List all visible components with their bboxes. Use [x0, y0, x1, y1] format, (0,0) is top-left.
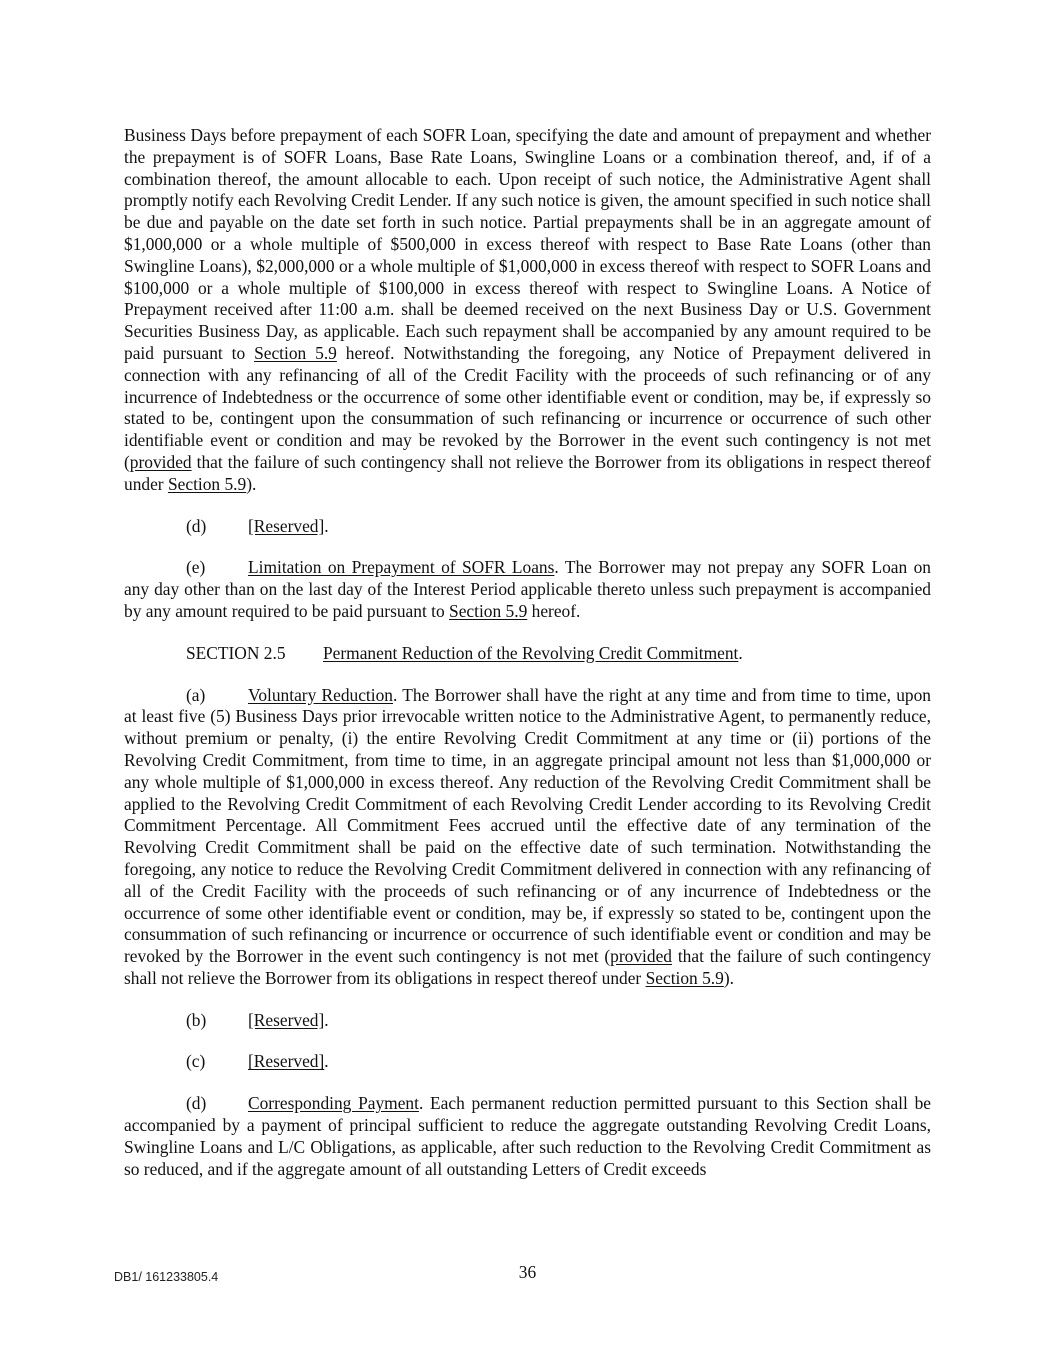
document-id: DB1/ 161233805.4	[114, 1270, 219, 1284]
item-label: (a)	[186, 684, 206, 705]
text: hereof.	[527, 600, 581, 621]
item-d-reserved	[124, 516, 931, 538]
text: ).	[723, 967, 734, 988]
item-heading: Corresponding Payment	[248, 1093, 419, 1114]
page-body	[124, 125, 931, 1180]
text: that the failure of such contingency shall not relieve the Borrower from its obligations in respect thereof under	[124, 451, 931, 494]
section-title: Permanent Reduction of the Revolving Credit Commitment	[323, 642, 739, 663]
text: . The Borrower may not prepay any SOFR Loan on any day other than on the last day of the Interest Period applicable thereto unless such prepayment is accompanied by any amount required to be paid pursuant to	[124, 557, 931, 621]
item-label: (b)	[186, 1009, 207, 1030]
item-heading: [Reserved]	[248, 1009, 325, 1030]
text: .	[738, 642, 743, 663]
text: hereof. Notwithstanding the foregoing, any Notice of Prepayment delivered in connection with any refinancing of all of the Credit Facility with the proceeds of such refinancing or of any incurrence of Indebtedness or the occurrence of some other identifiable event or condition, may be, if expressly so stated to be, contingent upon the consummation of such refinancing or incurrence or occurrence of such other identifiable event or condition and may be revoked by the Borrower in the event such contingency is not met (	[124, 342, 932, 472]
section-reference: Section 5.9	[167, 473, 247, 494]
text: . The Borrower shall have the right at any time and from time to time, upon at least five (5) Business Days prior irrevocable written notice to the Administrative Agent, to permanently reduce, without premium or penalty, (i) the entire Revolving Credit Commitment at any time or (ii) portions of the Revolving Credit Commitment, from time to time, in an aggregate principal amount not less than $1,000,000 or any whole multiple of $1,000,000 in excess thereof. Any reduction of the Revolving Credit Commitment shall be applied to the Revolving Credit Commitment of each Revolving Credit Lender according to its Revolving Credit Commitment Percentage. All Commitment Fees accrued until the effective date of any termination of the Revolving Credit Commitment shall be paid on the effective date of such termination. Notwithstanding the foregoing, any notice to reduce the Revolving Credit Commitment delivered in connection with any refinancing of all of the Credit Facility with the proceeds of such refinancing or of any incurrence of Indebtedness or the occurrence of some other identifiable event or condition, may be, if expressly so stated to be, contingent upon the consummation of such refinancing or incurrence or occurrence of such identifiable event or condition and may be revoked by the Borrower in the event such contingency is not met (	[124, 684, 931, 967]
section-reference: Section 5.9	[645, 967, 724, 988]
paragraph-prepayment-notice	[124, 125, 931, 496]
item-heading: Voluntary Reduction	[248, 684, 393, 705]
text: . Each permanent reduction permitted pursuant to this Section shall be accompanied by a payment of principal sufficient to reduce the aggregate outstanding Revolving Credit Loans, Swingline Loans and L/C Obligations, as applicable, after such reduction to the Revolving Credit Commitment as so reduced, and if the aggregate amount of all outstanding Letters of Credit exceeds	[124, 1093, 931, 1179]
text: .	[324, 515, 329, 536]
item-a-voluntary-reduction	[124, 685, 931, 990]
text: .	[324, 1051, 329, 1072]
item-label: (e)	[186, 557, 206, 578]
text: that the failure of such contingency shall not relieve the Borrower from its obligations in respect thereof under	[124, 946, 931, 988]
text: .	[324, 1009, 329, 1030]
provided-term: provided	[610, 946, 672, 967]
item-b-reserved	[124, 1010, 931, 1032]
item-label: (d)	[186, 515, 207, 536]
text: Business Days before prepayment of each SOFR Loan, specifying the date and amount of prepayment and whether the prepayment is of SOFR Loans, Base Rate Loans, Swingline Loans or a combination thereof, and, if of a combination thereof, the amount allocable to each. Upon receipt of such notice, the Administrative Agent shall promptly notify each Revolving Credit Lender. If any such notice is given, the amount specified in such notice shall be due and payable on the date set forth in such notice. Partial prepayments shall be in an aggregate amount of $1,000,000 or a whole multiple of $500,000 in excess thereof with respect to Base Rate Loans (other than Swingline Loans), $2,000,000 or a whole multiple of $1,000,000 in excess thereof with respect to SOFR Loans and $100,000 or a whole multiple of $100,000 in excess thereof with respect to Swingline Loans. A Notice of Prepayment received after 11:00 a.m. shall be deemed received on the next Business Day or U.S. Government Securities Business Day, as applicable. Each such repayment shall be accompanied by any amount required to be paid pursuant to	[124, 125, 931, 363]
item-heading: [Reserved]	[248, 515, 325, 536]
item-d-corresponding-payment	[124, 1093, 931, 1180]
text: ).	[246, 473, 257, 494]
section-reference: Section 5.9	[449, 600, 528, 621]
provided-term: provided	[129, 451, 192, 472]
section-number: SECTION 2.5	[186, 642, 286, 663]
item-c-reserved	[124, 1051, 931, 1073]
section-heading	[124, 643, 931, 665]
page-number: 36	[518, 1262, 537, 1282]
item-heading: [Reserved]	[248, 1051, 325, 1072]
item-e-limitation	[124, 557, 931, 622]
item-label: (c)	[186, 1051, 206, 1072]
item-label: (d)	[186, 1093, 207, 1114]
section-reference: Section 5.9	[254, 342, 337, 363]
item-heading: Limitation on Prepayment of SOFR Loans	[248, 557, 555, 578]
